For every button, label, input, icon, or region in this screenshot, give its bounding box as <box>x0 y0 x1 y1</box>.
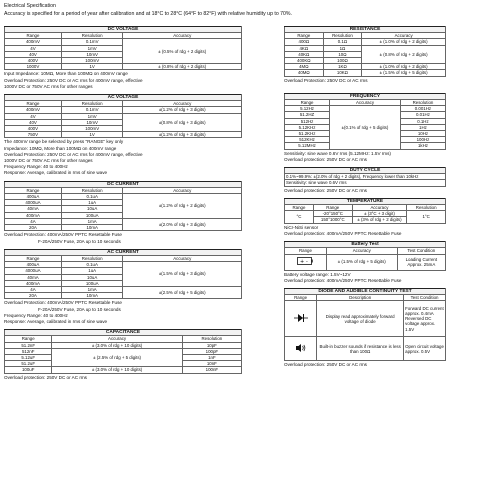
cell-resolution: 1V <box>61 132 123 138</box>
column-header: Range <box>285 100 330 106</box>
note: Response: Average, calibrated in rms of sine wave <box>4 170 108 176</box>
column-header: Resolution <box>61 101 123 107</box>
column-header: Resolution <box>61 187 123 193</box>
duty-cycle-spec: 0.1%~99.9%: ±(2.0% of rdg + 2 digits), Frequency lower than 10kHz <box>285 174 446 180</box>
column-header: Range <box>5 255 62 261</box>
cell-range: 400mA <box>5 212 62 218</box>
frequency-notes <box>284 151 446 163</box>
cell-range: 4A <box>5 286 62 292</box>
cell-accuracy: ±(2.5% of rdg + 5 digits) <box>123 286 242 298</box>
cell-resolution: 0.1Ω <box>323 39 362 45</box>
column-header: Accuracy <box>123 187 242 193</box>
cell-resolution: 10uA <box>61 206 123 212</box>
cell-resolution: 100Ω <box>323 58 362 64</box>
ac-voltage-table <box>4 94 242 138</box>
table-title: FREQUENCY <box>285 93 446 99</box>
column-header: Range <box>5 187 62 193</box>
temperature-table <box>284 198 446 224</box>
cell-resolution: 1Hz <box>400 124 445 130</box>
duty-cycle-table <box>284 167 446 187</box>
cell-accuracy: ± (2.5% of rdg + 5 digits) <box>52 348 182 367</box>
table-row <box>285 337 446 361</box>
cell-resolution: 1uA <box>61 268 123 274</box>
dc-voltage-table <box>4 26 242 70</box>
cell-resolution: 1nF <box>182 354 241 360</box>
cell-accuracy: ±(1.2% of rdg + 2 digits) <box>123 194 242 219</box>
note: Overload Protection: 400mA/250V PPTC Resettable Fuse <box>4 232 122 238</box>
diode-range-cell <box>285 301 317 337</box>
note: Overload Protection: 400mA/250V PPTC Resettable Fuse <box>4 300 122 306</box>
cell-resolution: 10KΩ <box>323 70 362 76</box>
cell-accuracy: ± (0.8% of rdg + 2 digits) <box>362 45 446 64</box>
cell-resolution: 1°C <box>407 211 446 223</box>
column-header: Accuracy <box>326 248 397 254</box>
cell-range: 5.12KHz <box>285 124 330 130</box>
cell-range: 100uF <box>5 367 52 373</box>
cell-range: 400mA <box>5 280 62 286</box>
note: Overload protection: 250V DC or AC rms <box>284 156 367 162</box>
column-header: Range <box>5 33 62 39</box>
frequency-table <box>284 93 446 150</box>
cell-range: 5.12Hz <box>285 106 330 112</box>
table-row <box>285 180 446 186</box>
column-header: Resolution <box>400 100 445 106</box>
table-title: DC VOLTAGE <box>5 27 242 33</box>
cell-range: 4V <box>5 113 62 119</box>
note: Overload Protection: 250V DC or AC rms for 400mV range, effective <box>4 151 143 157</box>
cell-accuracy: ±(0.1% of rdg + 5 digits) <box>330 106 401 149</box>
cell-accuracy: ±(2.0% of rdg + 3 digits) <box>123 218 242 230</box>
table-title: DUTY CYCLE <box>285 168 446 174</box>
diode-icon <box>294 313 308 323</box>
cell-range: 1000V <box>5 64 62 70</box>
column-header: Range <box>285 248 327 254</box>
svg-text:-: - <box>306 259 309 266</box>
column-header: Accuracy <box>123 255 242 261</box>
resistance-notes <box>284 78 446 84</box>
cell-range: 4MΩ <box>285 64 324 70</box>
cell-resolution: 10uA <box>61 274 123 280</box>
cell-range: 51.2HZ <box>285 112 330 118</box>
cell-accuracy: ± (0.8% of rdg + 2 digits) <box>123 64 242 70</box>
column-header: Accuracy <box>330 100 401 106</box>
cell-range: 400mV <box>5 107 62 113</box>
cell-range: 4000uA <box>5 200 62 206</box>
column-header: Accuracy <box>352 205 407 211</box>
cell-resolution: 10pF <box>182 342 241 348</box>
cell-description: Display read approximately forward voltage of diode <box>317 301 404 337</box>
cell-range: 20A <box>5 293 62 299</box>
column-header: Range <box>285 295 317 301</box>
cell-accuracy: ± (3.0% of rdg + 10 digits) <box>52 367 182 373</box>
column-header: Range <box>5 336 52 342</box>
column-header: Range <box>313 205 352 211</box>
cell-resolution: 10nF <box>182 361 241 367</box>
column-header: Resolution <box>323 33 362 39</box>
cell-accuracy: ±(1.2% of rdg + 3 digits) <box>123 132 242 138</box>
cell-resolution: 100nF <box>182 367 241 373</box>
cell-resolution: 1KΩ <box>323 64 362 70</box>
cell-resolution: 1mA <box>61 218 123 224</box>
cell-resolution: 10mA <box>61 293 123 299</box>
column-header: Accuracy <box>362 33 446 39</box>
table-row <box>5 64 242 70</box>
cell-resolution: 0.1uA <box>61 194 123 200</box>
capacitance-table <box>4 329 242 373</box>
cell-accuracy: ±(1.5% of rdg + 3 digits) <box>123 262 242 287</box>
cell-resolution: 1kHz <box>400 143 445 149</box>
cell-resolution: 0.1mV <box>61 107 123 113</box>
column-header: Resolution <box>182 336 241 342</box>
table-title: DIODE AND AUDIBLE CONTINUITY TEST <box>285 288 446 294</box>
ac-voltage-notes <box>4 139 242 176</box>
table-row <box>5 367 242 373</box>
cell-accuracy: ± (1.0% of rdg + 2 digits) <box>362 39 446 45</box>
cell-range: 40MΩ <box>285 70 324 76</box>
temperature-notes <box>284 225 446 237</box>
cell-range: 51.2KHz <box>285 131 330 137</box>
cell-range: -20°150°C <box>313 211 352 217</box>
cell-range: 4000uA <box>5 268 62 274</box>
dc-current-notes <box>4 232 242 244</box>
note: F-20A/250V Fuse, 20A up to 10 seconds <box>38 238 121 244</box>
cell-resolution: 1Ω <box>323 45 362 51</box>
table-row <box>285 106 446 112</box>
cell-accuracy: ± (3% of rdg + 2 digits) <box>352 217 407 223</box>
cell-accuracy: ± (3.0% of rdg + 10 digits) <box>52 342 182 348</box>
cell-resolution: 10mV <box>61 51 123 57</box>
table-title: TEMPERATURE <box>285 198 446 204</box>
cell-description: Built-in buzzer sounds if resistance is less than 100Ω <box>317 337 404 361</box>
note: Overload protection: 250V DC or AC rms <box>284 187 367 193</box>
cell-accuracy: ±(1.2% of rdg + 3 digits) <box>123 107 242 113</box>
note: Response: Average, calibrated in rms of sine wave <box>4 318 108 324</box>
capacitance-notes <box>4 375 242 381</box>
diode-notes <box>284 362 446 368</box>
cell-resolution: 1V <box>61 64 123 70</box>
cell-range: 40KΩ <box>285 51 324 57</box>
buzzer-icon <box>295 342 307 354</box>
cell-accuracy: ±(0.8% of rdg + 3 digits) <box>123 113 242 132</box>
table-row <box>285 70 446 76</box>
cell-resolution: 0.01Hz <box>400 112 445 118</box>
column-header: Test Condition <box>397 248 445 254</box>
note: 1000V DC or 750V AC rms for other ranges <box>4 158 93 164</box>
cell-resolution: 1mV <box>61 45 123 51</box>
cell-resolution: 0.1mV <box>61 39 123 45</box>
cell-resolution: 100uA <box>61 280 123 286</box>
table-title: RESISTANCE <box>285 27 446 33</box>
cell-resolution: 100pF <box>182 348 241 354</box>
table-title: Battery Test <box>285 242 446 248</box>
cell-test-condition: Open circuit voltage approx. 0.5V <box>404 337 446 361</box>
svg-text:+: + <box>300 259 305 266</box>
cell-resolution: 0.1Hz <box>400 118 445 124</box>
cell-range: 400V <box>5 58 62 64</box>
accuracy-statement: Accuracy is specified for a period of year after calibration and at 18°C to 28°C (64°F to 82°F) with relative humidity up to 70%. <box>4 11 292 17</box>
note: Sensitivity: sine wave 0.6V rms (5.12MHz: 1.5V rms) <box>284 150 391 156</box>
table-row <box>285 254 446 270</box>
note: Overload protection: 400mA/250V PPTC Resettable Fuse <box>284 277 402 283</box>
table-title: DC CURRENT <box>5 181 242 187</box>
cell-unit: °C <box>285 211 314 223</box>
dc-voltage-notes <box>4 71 242 90</box>
note: Overload protection: 250V DC or AC rms <box>4 374 87 380</box>
column-header: Resolution <box>61 33 123 39</box>
ac-current-notes <box>4 300 242 325</box>
note: Frequency Range: 40 to 400Hz <box>4 164 68 170</box>
cell-resolution: 1mV <box>61 113 123 119</box>
cell-range: 400Ω <box>285 39 324 45</box>
cell-resolution: 10Hz <box>400 131 445 137</box>
right-column <box>284 26 446 373</box>
table-title: CAPACITANCE <box>5 330 242 336</box>
table-title: AC CURRENT <box>5 249 242 255</box>
note: Frequency Range: 40 to 400Hz <box>4 312 68 318</box>
spec-title: Electrical Specification <box>4 3 56 9</box>
column-header: Accuracy <box>123 101 242 107</box>
cell-resolution: 100Hz <box>400 137 445 143</box>
note: 1000V DC or 750V AC rms for other ranges <box>4 83 93 89</box>
column-header: Accuracy <box>52 336 182 342</box>
cell-range: 5.12MHz <box>285 143 330 149</box>
cell-resolution: 10mA <box>61 225 123 231</box>
cell-resolution: 10mV <box>61 119 123 125</box>
cell-range: 40mA <box>5 274 62 280</box>
note: Input Impedance: 10MΩ, More than 100MΩ on 400mV range <box>4 71 128 77</box>
column-header: Test Condition <box>404 295 446 301</box>
cell-range: 51.2uF <box>5 361 52 367</box>
battery-notes <box>284 272 446 284</box>
column-header: Resolution <box>61 255 123 261</box>
cell-resolution: 1mA <box>61 286 123 292</box>
note: Overload Protection: 250V DC or AC rms <box>284 77 368 83</box>
buzzer-range-cell <box>285 337 317 361</box>
cell-test-condition: Forward DC current approx. 0.4mA Reversed DC voltage approx. 1.5V <box>404 301 446 337</box>
cell-range: 400uA <box>5 194 62 200</box>
cell-resolution: 100mV <box>61 126 123 132</box>
cell-range: 512Hz <box>285 118 330 124</box>
note: Overload protection: 250V DC or AC rms <box>284 362 367 368</box>
cell-range: 750V <box>5 132 62 138</box>
dc-current-table <box>4 181 242 232</box>
cell-range: 20A <box>5 225 62 231</box>
cell-accuracy: ± (1.5% of rdg + 5 digits) <box>326 254 397 270</box>
note: Battery voltage range: 1.5V~12V <box>284 271 351 277</box>
duty-cycle-sensitivity: Sensitivity: sine wave 0.6V rms <box>285 180 446 186</box>
ac-current-table <box>4 249 242 300</box>
cell-accuracy: ± (0.5% of rdg + 2 digits) <box>123 39 242 64</box>
table-row <box>285 301 446 337</box>
column-header: Description <box>317 295 404 301</box>
note: The 400mV range be selected by press "RANGE" key only <box>4 139 124 145</box>
cell-range: 4KΩ <box>285 45 324 51</box>
cell-range: 4V <box>5 45 62 51</box>
column-header: Accuracy <box>123 33 242 39</box>
cell-range: 512KHz <box>285 137 330 143</box>
column-header: Range <box>285 205 314 211</box>
cell-resolution: 0.1uA <box>61 262 123 268</box>
table-row <box>285 211 446 217</box>
column-header: Range <box>285 33 324 39</box>
note: F-20A/250V Fuse, 20A up to 10 seconds <box>38 306 121 312</box>
diode-continuity-table <box>284 288 446 361</box>
cell-range: 40V <box>5 119 62 125</box>
cell-range: 40V <box>5 51 62 57</box>
cell-range: 40mA <box>5 206 62 212</box>
resistance-table <box>284 26 446 77</box>
cell-test-condition: Loading Current Approx. 25mA <box>397 254 445 270</box>
cell-range: 400KΩ <box>285 58 324 64</box>
cell-range: 5.12uF <box>5 354 52 360</box>
cell-accuracy: ± (1.0% of rdg + 2 digits) <box>362 64 446 70</box>
cell-range: 150°1000°C <box>313 217 352 223</box>
cell-range: 4A <box>5 218 62 224</box>
battery-table <box>284 241 446 270</box>
note: Impedance: 10MΩ, More than 100MΩ on 400mV range <box>4 145 117 151</box>
column-header: Resolution <box>407 205 446 211</box>
left-column <box>4 26 242 385</box>
cell-range: 400V <box>5 126 62 132</box>
battery-icon <box>297 257 313 265</box>
cell-resolution: 100uA <box>61 212 123 218</box>
cell-resolution: 10Ω <box>323 51 362 57</box>
note: Overload protection: 400mA/250V PPTC Resettable Fuse <box>284 230 402 236</box>
note: Overload Protection: 250V DC or AC rms for 400mV range, effective <box>4 77 143 83</box>
cell-resolution: 1uA <box>61 200 123 206</box>
cell-resolution: 0.001Hz <box>400 106 445 112</box>
cell-accuracy: ± (1.5% of rdg + 5 digits) <box>362 70 446 76</box>
cell-range: 400uA <box>5 262 62 268</box>
cell-range: 51.2nF <box>5 342 52 348</box>
table-row <box>5 132 242 138</box>
cell-range: 400mV <box>5 39 62 45</box>
column-header: Range <box>5 101 62 107</box>
duty-cycle-notes <box>284 188 446 194</box>
cell-accuracy: ± (3°C + 3 digit) <box>352 211 407 217</box>
cell-range: 512nF <box>5 348 52 354</box>
note: NiCr-NiSi sensor <box>284 224 319 230</box>
cell-resolution: 100mV <box>61 58 123 64</box>
table-title: AC VOLTAGE <box>5 95 242 101</box>
battery-range-cell <box>285 254 327 270</box>
